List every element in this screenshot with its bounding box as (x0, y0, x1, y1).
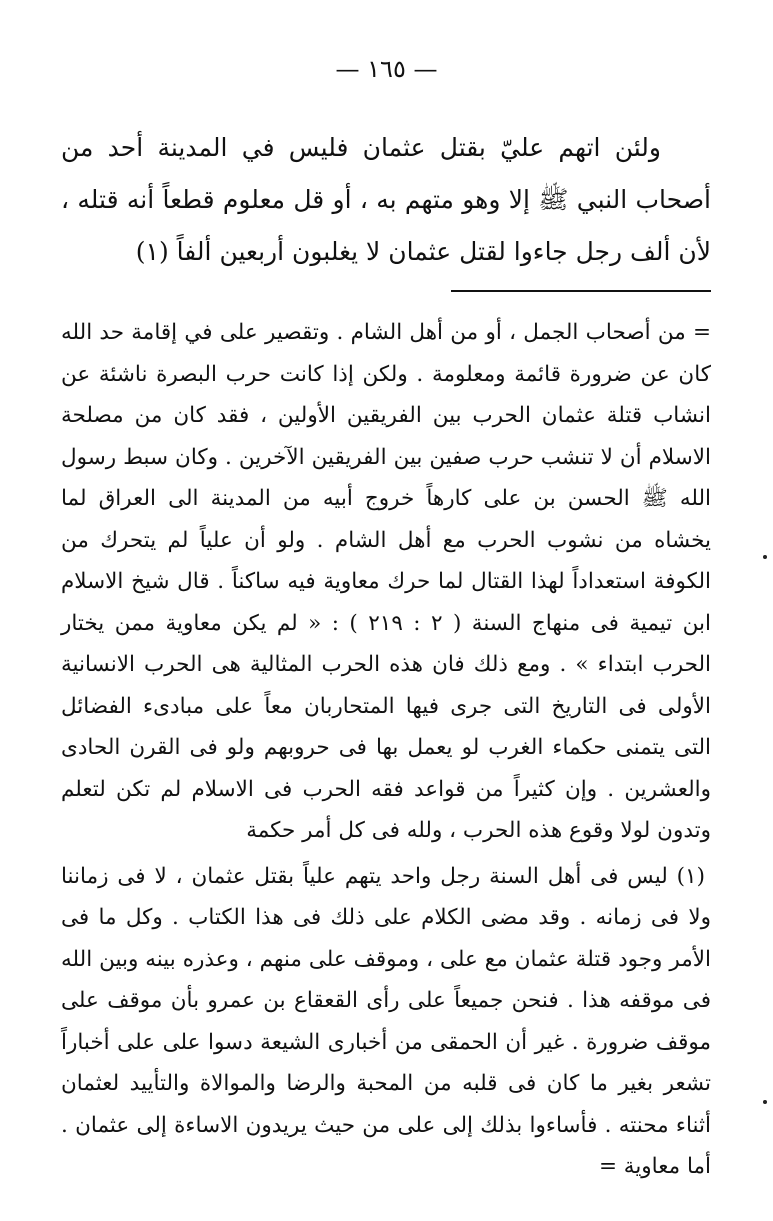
main-paragraph-block (61, 122, 711, 278)
footnote-continuation: = من أصحاب الجمل ، أو من أهل الشام . وتقصير على في إقامة حد الله كان عن ضرورة قائمة ومعلومة . ولكن إذا كانت حرب البصرة ناشئة عن انشاب قتلة عثمان الحرب بين الفريقين الأولين ، فقد كان من مصلحة الاسلام أن لا تنشب حرب صفين بين الفريقين الآخرين . وكان سبط رسول الله ﷺ الحسن بن على كارهاً خروج أبيه من المدينة الى العراق لما يخشاه من نشوب الحرب مع أهل الشام . ولو أن علياً لم يتحرك من الكوفة استعداداً لهذا القتال لما حرك معاوية فيه ساكناً . قال شيخ الاسلام ابن تيمية فى منهاج السنة ( ٢ : ٢١٩ ) : « لم يكن معاوية ممن يختار الحرب ابتداء » . ومع ذلك فان هذه الحرب المثالية هى الحرب الانسانية الأولى فى التاريخ التى جرى فيها المتحاربان معاً على مبادىء الفضائل التى يتمنى حكماء الغرب لو يعمل بها فى حروبهم ولو فى القرن الحادى والعشرين . وإن كثيراً من قواعد فقه الحرب فى الاسلام لم تكن لتعلم وتدون لولا وقوع هذه الحرب ، ولله فى كل أمر حكمة (61, 320, 711, 843)
footnote-separator (451, 290, 711, 292)
margin-speck (763, 555, 767, 559)
footnote-1: (١) ليس فى أهل السنة رجل واحد يتهم علياً بقتل عثمان ، لا فى زماننا ولا فى زمانه . وقد مضى الكلام على ذلك فى هذا الكتاب . وكل ما فى الأمر وجود قتلة عثمان مع على ، وموقف على منهم ، وعذره بينه وبين الله فى موقفه هذا . فنحن جميعاً على رأى القعقاع بن عمرو بأن موقف على موقف ضرورة . غير أن الحمقى من أخبارى الشيعة دسوا على على أخباراً تشعر بغير ما كان فى قلبه من المحبة والرضا والموالاة والتأييد لعثمان أثناء محنته . فأساءوا بذلك إلى على من حيث يريدون الاساءة إلى عثمان . أما معاوية = (61, 863, 711, 1179)
footnotes-block (61, 312, 711, 1188)
page-number: — ١٦٥ — (335, 55, 438, 83)
margin-speck (763, 1100, 767, 1104)
main-paragraph: ولئن اتهم عليّ بقتل عثمان فليس في المدينة أحد من أصحاب النبي ﷺ إلا وهو متهم به ، أو قل معلوم قطعاً أنه قتله ، لأن ألف رجل جاءوا لقتل عثمان لا يغلبون أربعين ألفاً (١) (61, 133, 711, 266)
